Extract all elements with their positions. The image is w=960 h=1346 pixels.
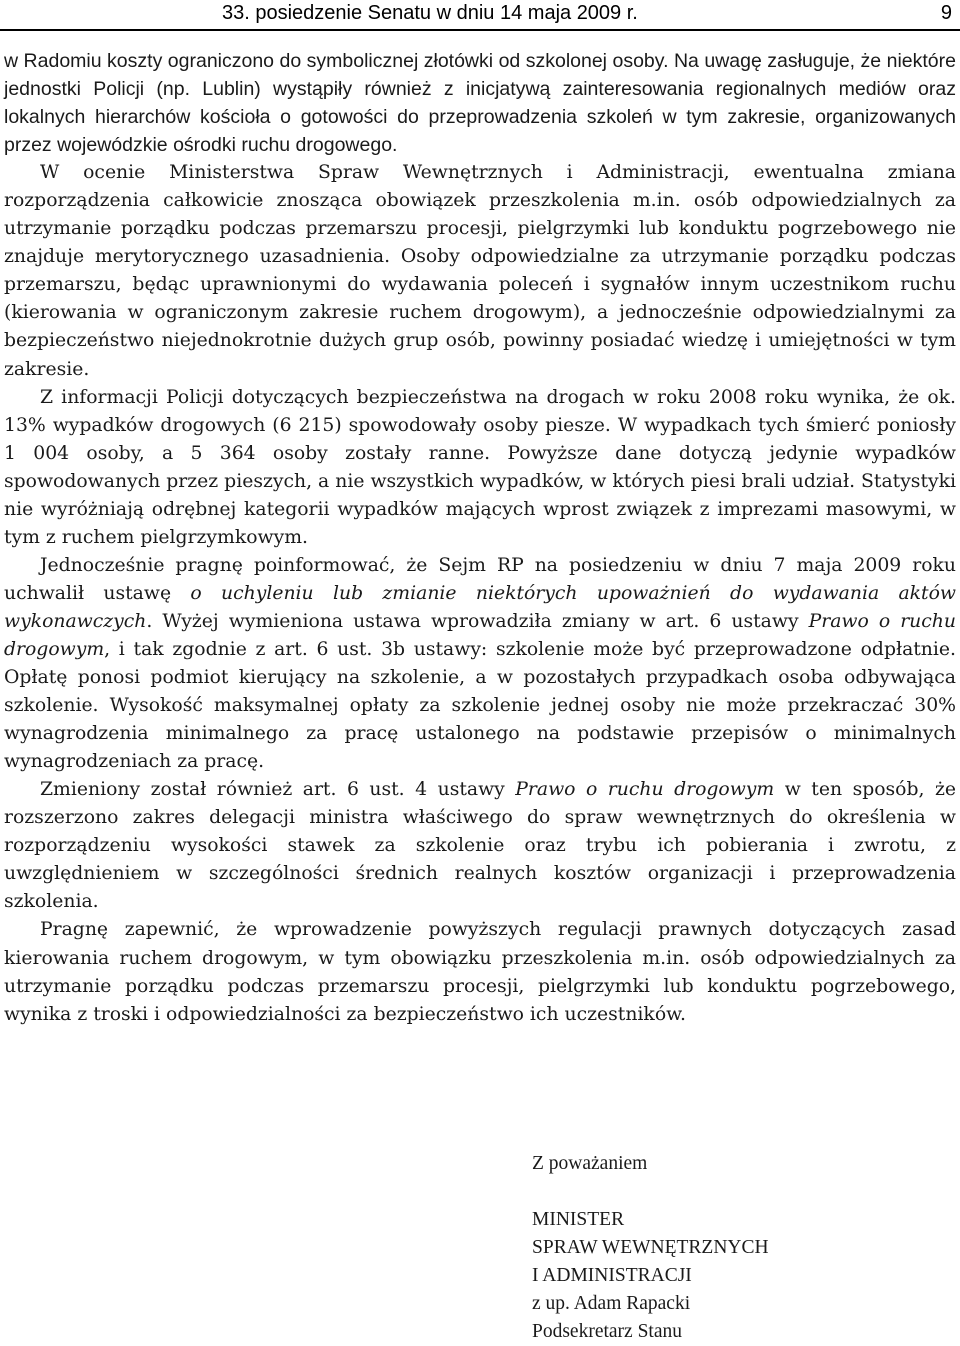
signatory-title-line: SPRAW WEWNĘTRZNYCH (532, 1237, 769, 1258)
act-title: Prawo o ruchu drogowym (515, 779, 775, 801)
text-segment: w ten sposób, że rozszerzono zakres delegacji ministra właściwego do spraw wewnętrznych do określenia w rozporządzeniu wysokości stawek za szkolenie oraz trybu ich pobierania i zwrotu, z uwzględnieniem w szczególności średnich realnych kosztów organizacji i przeprowadzenia szkolenia. (4, 779, 956, 913)
signatory-name: z up. Adam Rapacki (532, 1293, 691, 1314)
document-body (4, 47, 956, 1029)
header-title: 33. posiedzenie Senatu w dniu 14 maja 2009 r. (222, 2, 638, 24)
text-segment: . Wyżej wymieniona ustawa wprowadziła zmiany w art. 6 ustawy (146, 610, 809, 632)
text-segment: W ocenie Ministerstwa Spraw Wewnętrznych i Administracji, ewentualna zmiana rozporządzenia całkowicie znosząca obowiązek przeszkolenia m.in. osób odpowiedzialnych za utrzymanie porządku podczas przemarszu procesji, pielgrzymki lub konduktu pogrzebowego nie znajduje merytorycznego uzasadnienia. Osoby odpowiedzialne za utrzymanie porządku podczas przemarszu, będąc uprawnionymi do wydawania poleceń i sygnałów innym uczestnikom ruchu (kierowania w ograniczonym zakresie ruchem drogowym), a jednocześnie odpowiedzialnymi za bezpieczeństwo niejednokrotnie dużych grup osób, powinny posiadać wiedzę i umiejętności w tym zakresie. (4, 162, 956, 380)
text-segment: Z informacji Policji dotyczących bezpieczeństwa na drogach w roku 2008 roku wynika, że ok. 13% wypadków drogowych (6 215) spowodowały osoby piesze. W wypadkach tych śmierć poniosły 1 004 osoby, a 5 364 osoby zostały ranne. Powyższe dane dotyczą jedynie wypadków spowodowanych przez pieszych, a nie wszystkich wypadków, w których piesi brali udział. Statystyki nie wyróżniają odrębnej kategorii wypadków mających wprost związek z imprezami masowymi, w tym z ruchem pielgrzymkowym. (4, 386, 956, 548)
text-segment: Pragnę zapewnić, że wprowadzenie powyższych regulacji prawnych dotyczących zasad kierowania ruchem drogowym, w tym obowiązku przeszkolenia m.in. osób odpowiedzialnych za utrzymanie porządku podczas przemarszu procesji, pielgrzymki lub konduktu pogrzebowego, wynika z troski i odpowiedzialności za bezpieczeństwo ich uczestników. (4, 919, 956, 1025)
paragraph-continuation (4, 47, 956, 159)
paragraph-assurance (4, 916, 956, 1028)
text-segment: Zmieniony został również art. 6 ust. 4 ustawy (40, 779, 516, 801)
paragraph-ministry-opinion (4, 159, 956, 383)
paragraph-sejm-act (4, 552, 956, 776)
paragraph-amendment (4, 776, 956, 916)
act-title: o uchyleniu lub zmianie niektórych upoważnień do wydawania aktów wykonawczych (4, 582, 956, 632)
salutation: Z poważaniem (532, 1153, 648, 1174)
text-segment: w Radomiu koszty ograniczono do symbolicznej złotówki od szkolonej osoby. Na uwagę zasługuje, że niektóre jednostki Policji (np. Lublin) wystąpiły również z inicjatywą zainteresowania regionalnych mediów oraz lokalnych hierarchów kościoła o gotowości do przeprowadzenia szkoleń w tym zakresie, organizowanych przez wojewódzkie ośrodki ruchu drogowego. (4, 50, 956, 157)
signatory-title-line: MINISTER (532, 1209, 625, 1230)
text-segment: , i tak zgodnie z art. 6 ust. 3b ustawy: szkolenie może być przeprowadzone odpłatnie. Opłatę ponosi podmiot kierujący na szkolenie, a w pozostałych przypadkach osoba odbywająca szkolenie. Wysokość maksymalnej opłaty za szkolenie jednej osoby nie może przekraczać 30% wynagrodzenia minimalnego za pracę ustalonego na podstawie przepisów o minimalnych wynagrodzeniach za pracę. (4, 638, 956, 773)
page-number: 9 (940, 2, 952, 24)
spacer (532, 1178, 952, 1206)
signatory-title-line: I ADMINISTRACJI (532, 1265, 692, 1286)
signatory-position: Podsekretarz Stanu (532, 1321, 683, 1342)
page-header (0, 0, 960, 32)
paragraph-police-statistics (4, 384, 956, 552)
signature-block (532, 1150, 952, 1346)
text-segment: Jednocześnie pragnę poinformować, że Sejm RP na posiedzeniu w dniu 7 maja 2009 roku uchwalił ustawę (4, 554, 956, 604)
header-rule (0, 29, 960, 31)
act-title: Prawo o ruchu drogowym (4, 610, 956, 660)
